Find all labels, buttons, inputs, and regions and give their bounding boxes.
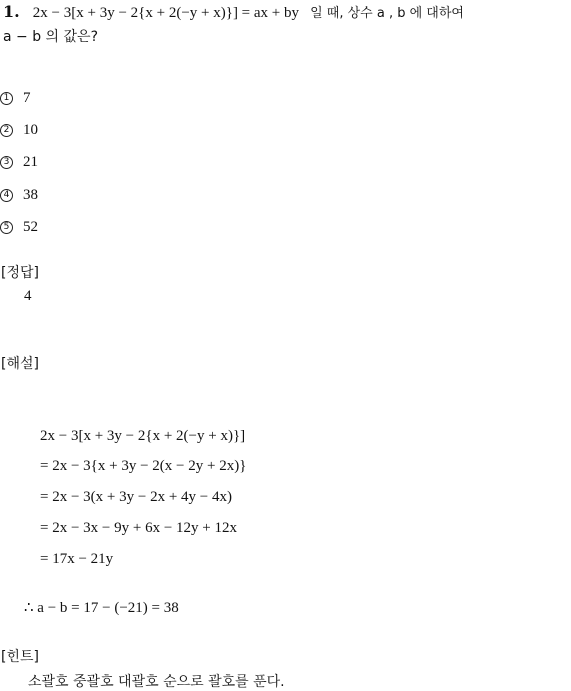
question-ask: a − b 의 값은? [3, 29, 98, 45]
choice-4[interactable] [0, 184, 38, 206]
choice-value-3: 21 [23, 153, 38, 170]
question-text-tail: 일 때, 상수 a , b 에 대하여 [310, 6, 464, 21]
question-line-1 [3, 2, 464, 22]
solution-line-4: = 2x − 3x − 9y + 6x − 12y + 12x [40, 520, 238, 536]
choice-marker-5: 5 [0, 221, 13, 234]
choice-5[interactable] [0, 216, 38, 238]
choice-value-2: 10 [23, 121, 38, 138]
choice-3[interactable] [0, 151, 38, 173]
hint-text: 소괄호 중괄호 대괄호 순으로 괄호를 푼다. [28, 674, 285, 690]
choice-2[interactable] [0, 119, 38, 141]
solution-conclusion: ∴ a − b = 17 − (−21) = 38 [24, 600, 179, 616]
choice-value-4: 38 [23, 186, 38, 203]
choice-marker-1: 1 [0, 92, 13, 105]
question-line-2 [3, 26, 98, 46]
answer-label: [정답] [1, 265, 39, 281]
solution-line-3: = 2x − 3(x + 3y − 2x + 4y − 4x) [40, 489, 232, 505]
explanation-label: [해설] [1, 356, 39, 372]
question-equation: 2x − 3[x + 3y − 2{x + 2(−y + x)}] = ax + by [32, 5, 300, 21]
choice-marker-2: 2 [0, 124, 13, 137]
solution-line-2: = 2x − 3{x + 3y − 2(x − 2y + 2x)} [40, 458, 247, 474]
choice-value-5: 52 [23, 218, 38, 235]
choice-marker-3: 3 [0, 156, 13, 169]
choice-1[interactable] [0, 87, 31, 109]
question-number: 1. [3, 2, 20, 21]
solution-line-1: 2x − 3[x + 3y − 2{x + 2(−y + x)}] [40, 428, 246, 444]
choice-marker-4: 4 [0, 189, 13, 202]
choice-value-1: 7 [23, 89, 31, 106]
hint-label: [힌트] [1, 649, 39, 665]
answer-value: 4 [24, 288, 32, 304]
solution-line-5: = 17x − 21y [40, 551, 114, 567]
